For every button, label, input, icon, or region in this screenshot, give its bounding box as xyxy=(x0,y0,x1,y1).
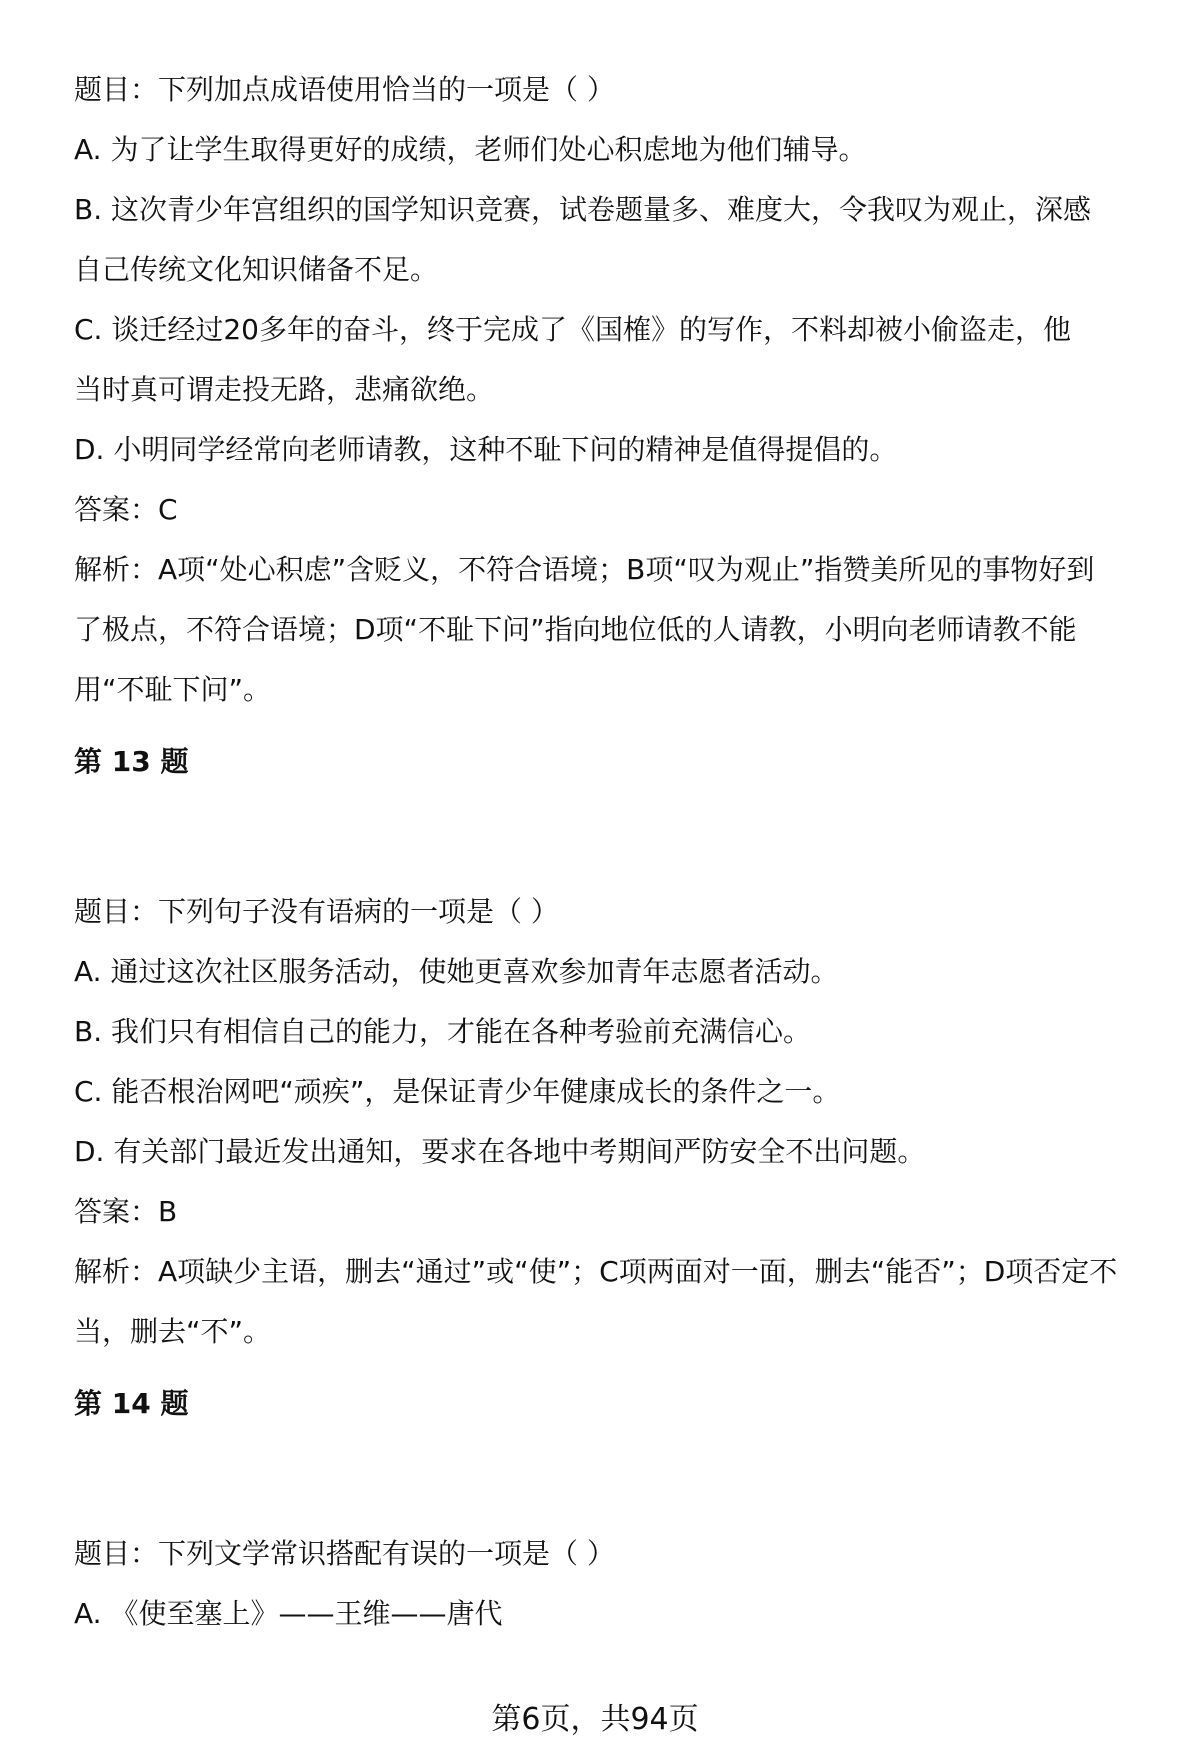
option-b: B. 我们只有相信自己的能力，才能在各种考验前充满信心。 xyxy=(74,1015,812,1048)
question-heading: 第 13 题 xyxy=(74,745,189,778)
option-d: D. 有关部门最近发出通知，要求在各地中考期间严防安全不出问题。 xyxy=(74,1135,926,1168)
option-c-line-2: 当时真可谓走投无路，悲痛欲绝。 xyxy=(74,373,495,406)
answer-text: 答案：B xyxy=(74,1195,178,1228)
spacer xyxy=(74,1434,1164,1524)
question-14-block xyxy=(74,1374,1164,1644)
option-b-line-2: 自己传统文化知识储备不足。 xyxy=(74,253,439,286)
question-text: 题目：下列句子没有语病的一项是（ ） xyxy=(74,895,559,928)
document-page xyxy=(74,60,1164,1644)
analysis-line-1: 解析：A项缺少主语，删去“通过”或“使”；C项两面对一面，删去“能否”；D项否定不 xyxy=(74,1255,1118,1288)
option-a: A. 为了让学生取得更好的成绩，老师们处心积虑地为他们辅导。 xyxy=(74,133,867,166)
option-a: A. 《使至塞上》——王维——唐代 xyxy=(74,1597,503,1630)
option-b-line-1: B. 这次青少年宫组织的国学知识竞赛，试卷题量多、难度大，令我叹为观止，深感 xyxy=(74,193,1092,226)
option-c: C. 能否根治网吧“顽疾”，是保证青少年健康成长的条件之一。 xyxy=(74,1075,841,1108)
option-c-line-1: C. 谈迁经过20多年的奋斗，终于完成了《国榷》的写作，不料却被小偷盗走，他 xyxy=(74,313,1071,346)
page-footer: 第6页，共94页 xyxy=(491,1702,699,1737)
spacer xyxy=(74,792,1164,882)
question-12-block xyxy=(74,60,1164,720)
question-heading: 第 14 题 xyxy=(74,1387,189,1420)
analysis-line-2: 了极点，不符合语境；D项“不耻下问”指向地位低的人请教，小明向老师请教不能 xyxy=(74,613,1077,646)
answer-text: 答案：C xyxy=(74,493,178,526)
question-13-block xyxy=(74,732,1164,1362)
question-text: 题目：下列加点成语使用恰当的一项是（ ） xyxy=(74,73,615,106)
option-a: A. 通过这次社区服务活动，使她更喜欢参加青年志愿者活动。 xyxy=(74,955,839,988)
analysis-line-2: 当，删去“不”。 xyxy=(74,1315,272,1348)
option-d: D. 小明同学经常向老师请教，这种不耻下问的精神是值得提倡的。 xyxy=(74,433,898,466)
analysis-line-3: 用“不耻下问”。 xyxy=(74,673,272,706)
analysis-line-1: 解析：A项“处心积虑”含贬义，不符合语境；B项“叹为观止”指赞美所见的事物好到 xyxy=(74,553,1095,586)
question-text: 题目：下列文学常识搭配有误的一项是（ ） xyxy=(74,1537,615,1570)
